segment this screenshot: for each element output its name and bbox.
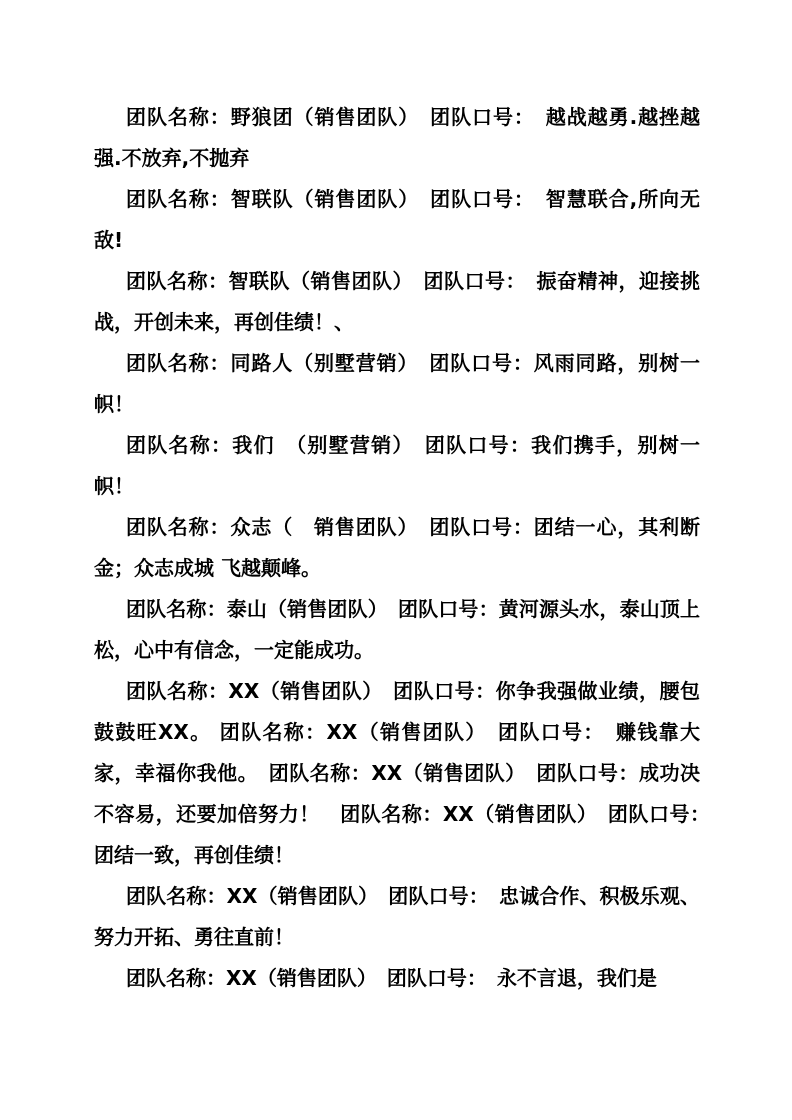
document-body [94,97,720,999]
paragraph-5: 团队名称：我们 （别墅营销） 团队口号：我们携手，别树一帜！ [94,433,700,498]
paragraph-10: 团队名称：XX（销售团队） 团队口号： 永不言退，我们是 [126,966,657,990]
paragraph-8: 团队名称：XX（销售团队） 团队口号：你争我强做业绩，腰包鼓鼓旺XX。 团队名称：XX（销售团队） 团队口号： 赚钱靠大家，幸福你我他。 团队名称：XX（销售团队） 团队口号：成功决不容易，还要加倍努力！ 团队名称：XX（销售团队） 团队口号： 团结一致，再创佳绩！ [94,679,720,867]
paragraph-4: 团队名称：同路人（别墅营销） 团队口号：风雨同路，别树一帜！ [94,351,700,416]
paragraph-9: 团队名称：XX（销售团队） 团队口号： 忠诚合作、积极乐观、努力开拓、勇往直前！ [94,884,700,949]
paragraph-6: 团队名称：众志（ 销售团队） 团队口号：团结一心，其利断金；众志成城 飞越颠峰。 [94,515,700,580]
paragraph-1: 团队名称：野狼团（销售团队） 团队口号： 越战越勇.越挫越强.不放弃,不抛弃 [94,105,700,170]
paragraph-2: 团队名称：智联队（销售团队） 团队口号： 智慧联合,所向无敌! [94,187,700,252]
paragraph-7: 团队名称：泰山（销售团队） 团队口号：黄河源头水，泰山顶上松，心中有信念，一定能成功。 [94,597,700,662]
paragraph-3: 团队名称：智联队（销售团队） 团队口号： 振奋精神，迎接挑战，开创未来，再创佳绩！、 [94,269,700,334]
